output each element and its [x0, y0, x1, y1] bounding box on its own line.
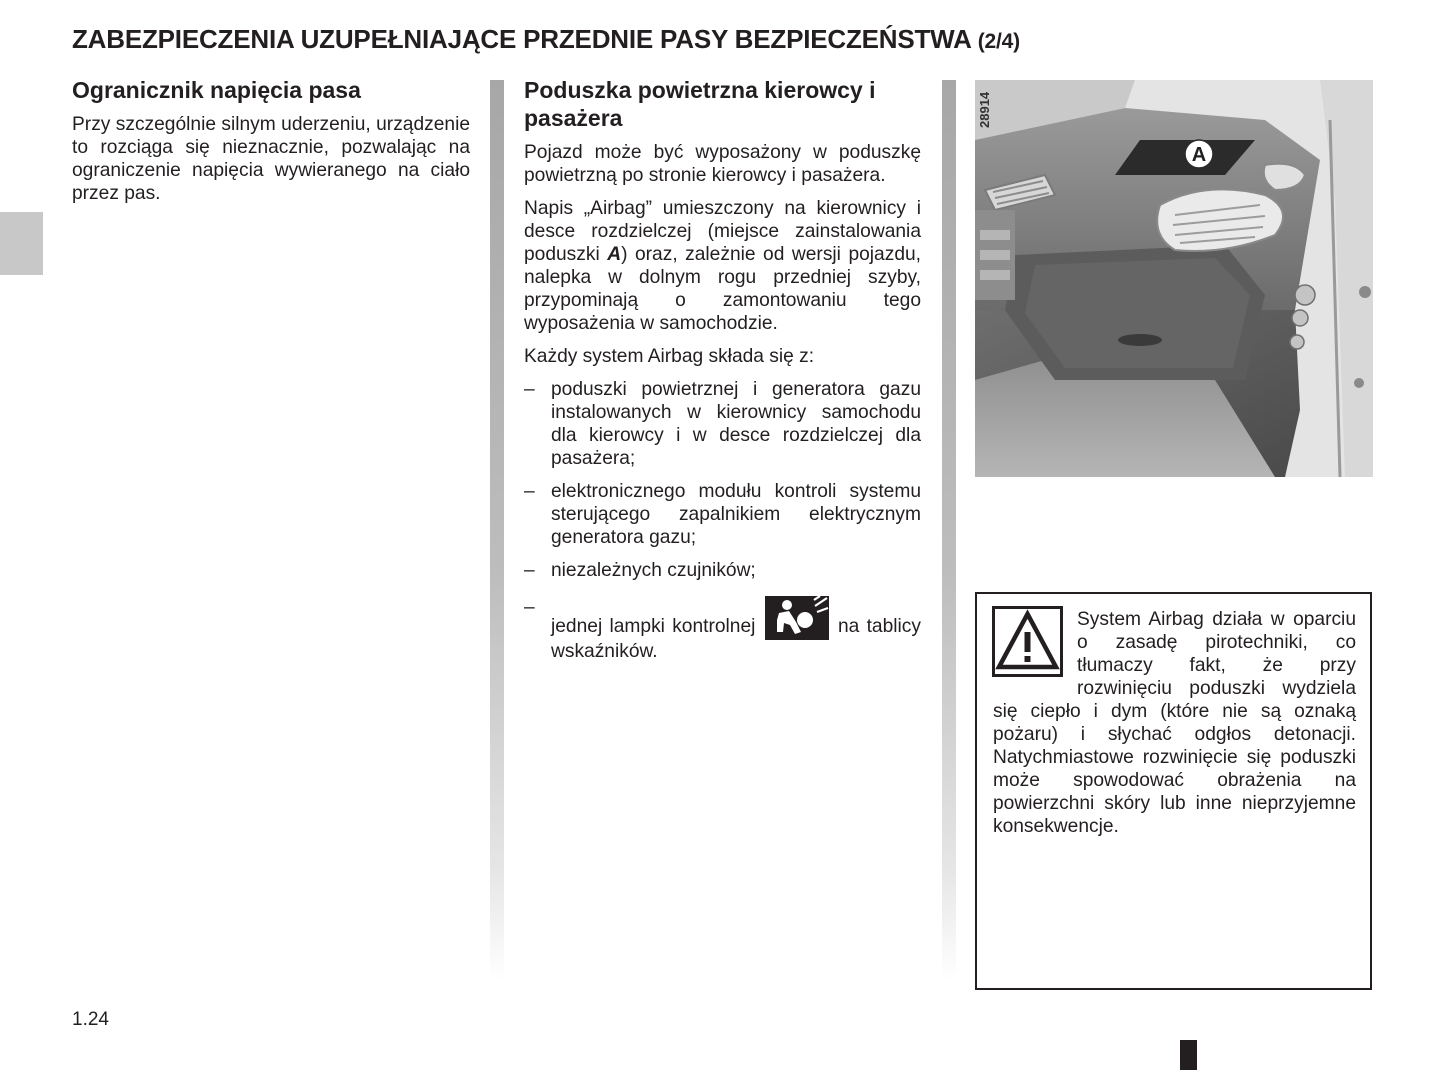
- figure-marker-a: A: [1191, 144, 1207, 166]
- page-title-text: ZABEZPIECZENIA UZUPEŁNIAJĄCE PRZEDNIE PASY BEZPIECZEŃSTWA: [72, 24, 971, 54]
- section-heading-airbag: Poduszka powietrzna kierowcy i pasażera: [524, 77, 876, 131]
- warning-text: [993, 608, 1356, 838]
- belt-limiter-paragraph: Przy szczególnie silnym uderzeniu, urządzenie to rozciąga się nieznacznie, pozwalając na ograniczenie napięcia wywieranego na ciało przez pas.: [72, 114, 470, 204]
- list-item: – poduszki powietrznej i generatora gazu instalowanych w kierownicy samochodu dla kierowcy i w desce rozdzielczej dla pasażera;: [524, 378, 921, 470]
- left-column: [72, 76, 470, 215]
- airbag-label-paragraph: [524, 197, 921, 335]
- column-divider-left: [490, 80, 504, 980]
- section-heading-belt-limiter: Ogranicznik napięcia pasa: [72, 77, 361, 103]
- page-part-indicator: (2/4): [977, 30, 1020, 53]
- airbag-warning-lamp-icon: [765, 596, 829, 640]
- lamp-item-text-end: na tablicy wskaźników.: [551, 616, 921, 662]
- page-edge-mark: [1180, 1040, 1197, 1070]
- middle-column: [524, 76, 921, 673]
- lamp-item-text-start: jednej lampki kontrolnej: [551, 616, 756, 637]
- location-marker-a: A: [607, 244, 622, 265]
- icon-spacer: [993, 608, 1077, 700]
- airbag-label-text-end: ) oraz, zależnie od wersji pojazdu, nalepka w dolnym rogu przedniej szyby, przypominają o zamontowaniu tego wyposażenia w samochodzie.: [524, 244, 921, 334]
- figure-id: 28914: [977, 91, 992, 129]
- dashboard-photo: [975, 80, 1373, 477]
- list-item-warning-lamp: [524, 596, 921, 663]
- list-item: – elektronicznego modułu kontroli systemu sterującego zapalnikiem elektrycznym generatora gazu;: [524, 480, 921, 549]
- warning-paragraph: System Airbag działa w oparciu o zasadę pirotechniki, co tłumaczy fakt, że przy rozwinięciu poduszki wydziela się ciepło i dym (które nie są oznaką pożaru) i słychać odgłos detonacji. Natychmiastowe rozwinięcie się poduszki może spowodować obrażenia na powierzchni skóry lub inne nieprzyjemne konsekwencje.: [993, 609, 1356, 837]
- warning-box: [975, 592, 1372, 990]
- airbag-label-text-start: Napis „Airbag” umieszczony na kierownicy i desce rozdzielczej (miejsce zainstalowania poduszki: [524, 198, 921, 265]
- airbag-components-list: [524, 378, 921, 663]
- page-number: 1.24: [72, 1009, 109, 1030]
- column-divider-right: [942, 80, 956, 980]
- list-item: – niezależnych czujników;: [524, 559, 921, 582]
- airbag-components-intro: Każdy system Airbag składa się z:: [524, 346, 815, 367]
- page-title: [72, 24, 1372, 55]
- chapter-tab: [0, 212, 43, 275]
- airbag-intro-paragraph: Pojazd może być wyposażony w poduszkę powietrzną po stronie kierowcy i pasażera.: [524, 142, 921, 186]
